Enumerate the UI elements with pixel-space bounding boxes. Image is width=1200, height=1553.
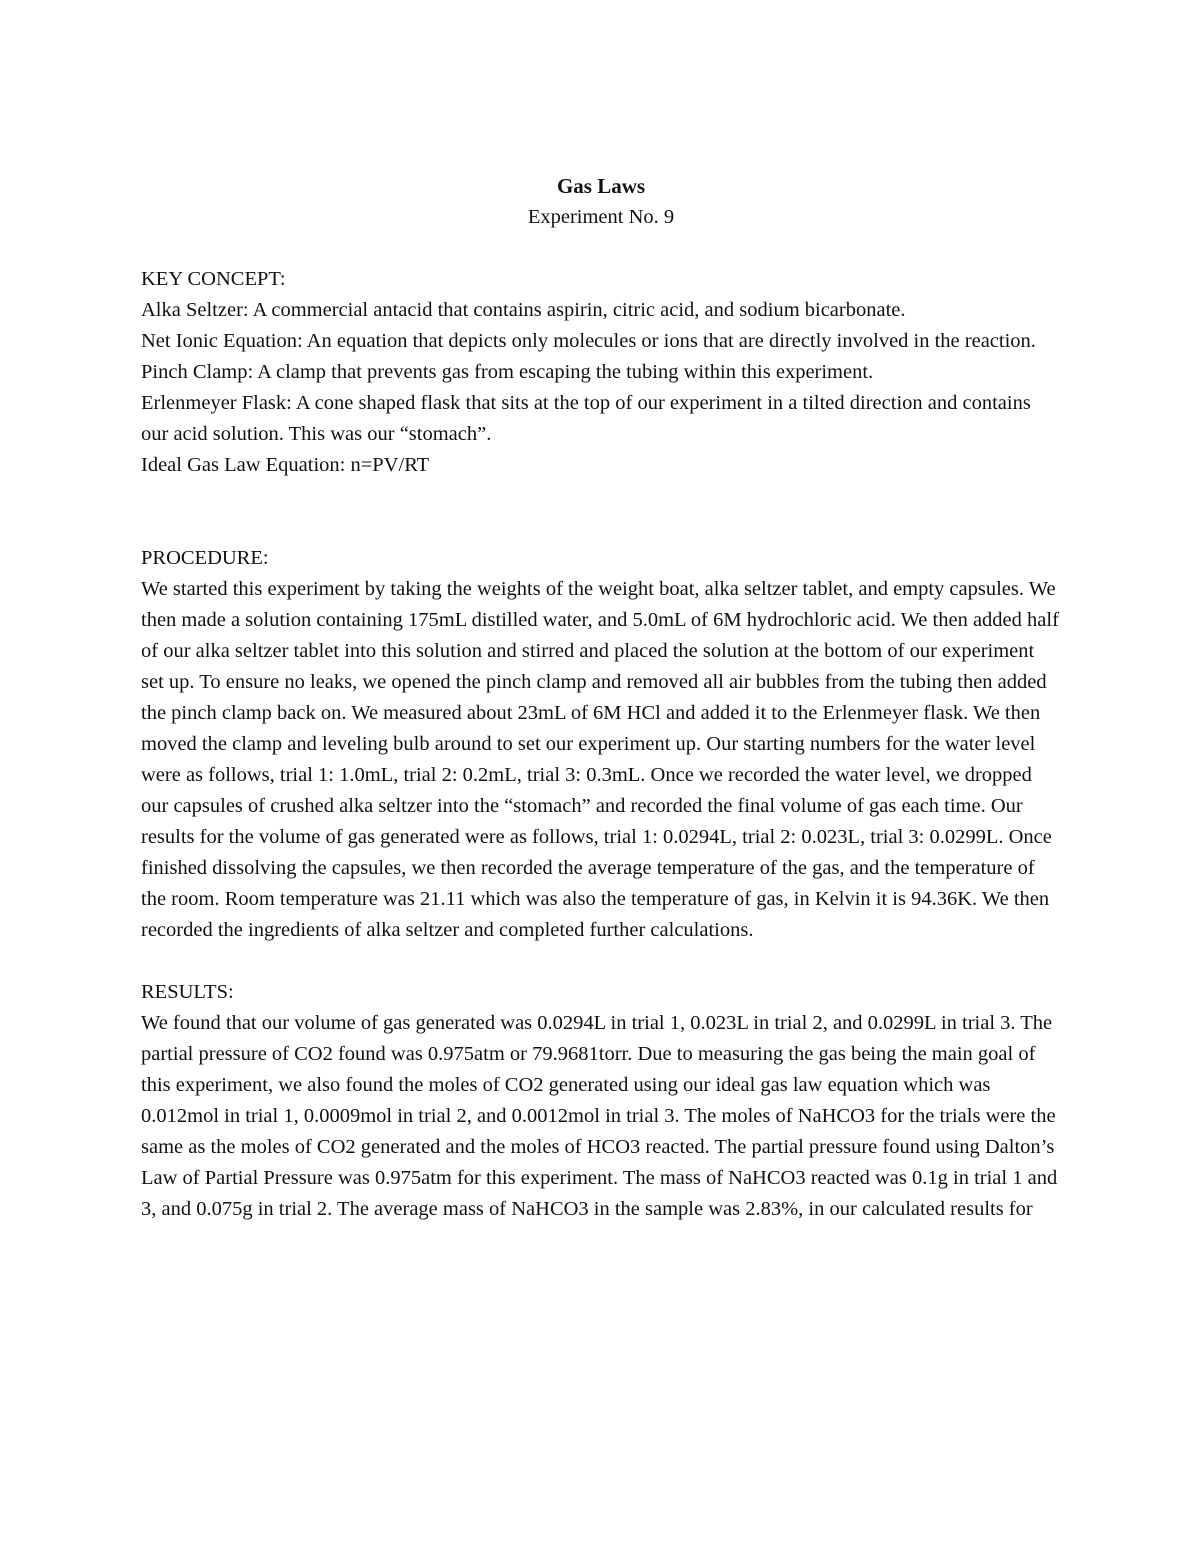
document-subtitle: Experiment No. 9 — [527, 206, 675, 228]
results-paragraph: We found that our volume of gas generated was 0.0294L in trial 1, 0.023L in trial 2, and 0.0299L in trial 3. The partial pressure of CO2 found was 0.975atm or 79.9681torr. Due to measuring the gas being the main goal of this experiment, we also found the moles of CO2 generated using our ideal gas law equation which was 0.012mol in trial 1, 0.0009mol in trial 2, and 0.0012mol in trial 3. The moles of NaHCO3 for the trials were the same as the moles of CO2 generated and the moles of HCO3 reacted. The partial pressure found using Dalton’s Law of Partial Pressure was 0.975atm for this experiment. The mass of NaHCO3 reacted was 0.1g in trial 1 and 3, and 0.075g in trial 2. The average mass of NaHCO3 in the sample was 2.83%, in our calculated results for — [141, 1012, 1058, 1220]
key-concept-heading: KEY CONCEPT: — [141, 268, 286, 290]
section-spacer — [141, 946, 1061, 977]
procedure-paragraph: We started this experiment by taking the weights of the weight boat, alka seltzer tablet, and empty capsules. We then made a solution containing 175mL distilled water, and 5.0mL of 6M hydrochloric acid. We then added half of our alka seltzer tablet into this solution and stirred and placed the solution at the bottom of our experiment set up. To ensure no leaks, we opened the pinch clamp and removed all air bubbles from the tubing then added the pinch clamp back on. We measured about 23mL of 6M HCl and added it to the Erlenmeyer flask. We then moved the clamp and leveling bulb around to set our experiment up. Our starting numbers for the water level were as follows, trial 1: 1.0mL, trial 2: 0.2mL, trial 3: 0.3mL. Once we recorded the water level, we dropped our capsules of crushed alka seltzer into the “stomach” and recorded the final volume of gas each time. Our results for the volume of gas generated were as follows, trial 1: 0.0294L, trial 2: 0.023L, trial 3: 0.0299L. Once finished dissolving the capsules, we then recorded the average temperature of the gas, and the temperature of the room. Room temperature was 21.11 which was also the temperature of gas, in Kelvin it is 94.36K. We then recorded the ingredients of alka seltzer and completed further calculations. — [141, 578, 1059, 941]
procedure-heading: PROCEDURE: — [141, 547, 269, 569]
key-concept-item-alka-seltzer: Alka Seltzer: A commercial antacid that contains aspirin, citric acid, and sodium bicarbonate. — [141, 299, 906, 321]
key-concept-item-net-ionic-equation: Net Ionic Equation: An equation that depicts only molecules or ions that are directly involved in the reaction. — [141, 330, 1036, 352]
key-concept-item-ideal-gas-law: Ideal Gas Law Equation: n=PV/RT — [141, 454, 430, 476]
key-concept-item-pinch-clamp: Pinch Clamp: A clamp that prevents gas from escaping the tubing within this experiment. — [141, 361, 874, 383]
document-title: Gas Laws — [556, 174, 646, 198]
document-body — [141, 170, 1061, 1225]
section-spacer — [141, 481, 1061, 543]
key-concept-item-erlenmeyer-flask: Erlenmeyer Flask: A cone shaped flask that sits at the top of our experiment in a tilted direction and contains our acid solution. This was our “stomach”. — [141, 392, 1031, 445]
results-heading: RESULTS: — [141, 981, 234, 1003]
